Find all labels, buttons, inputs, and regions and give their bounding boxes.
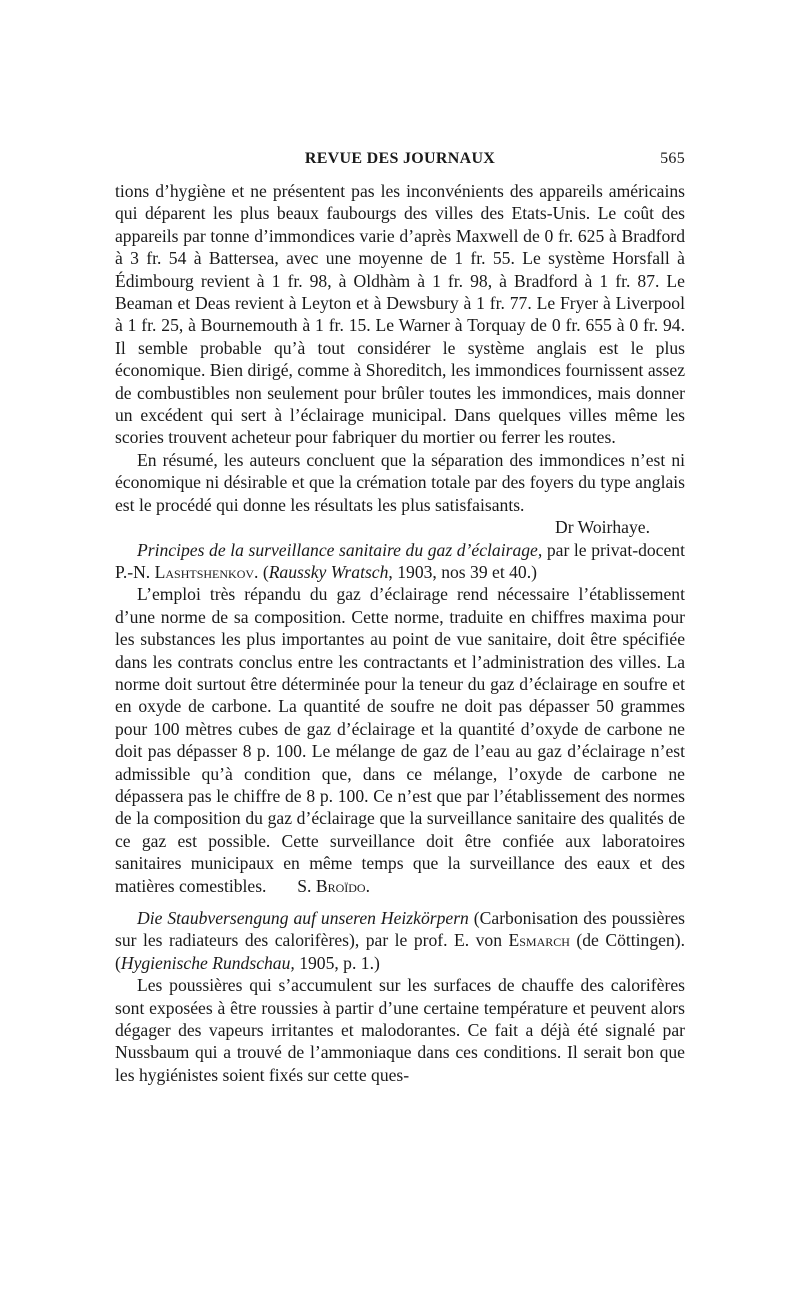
- paragraph-summary: En résumé, les auteurs concluent que la séparation des immondices n’est ni économique ni désirable et que la crémation totale par des foyers du type anglais est le procédé qui donne les résultats les plus satisfaisants.: [115, 449, 685, 515]
- running-title: REVUE DES JOURNAUX: [304, 150, 496, 167]
- paragraph-continued: tions d’hygiène et ne présentent pas les inconvénients des appareils américains qui déparent les plus beaux faubourgs des villes des Etats-Unis. Le coût des appareils par tonne d’immondices varie d’après Maxwell de 0 fr. 625 à Bradford à 3 fr. 54 à Battersea, avec une moyenne de 1 fr. 55. Le système Horsfall à Édimbourg revient à 1 fr. 98, à Oldhàm à 1 fr. 98, à Bradford à 1 fr. 87. Le Beaman et Deas revient à Leyton et à Dewsbury à 1 fr. 77. Le Fryer à Liverpool à 1 fr. 25, à Bournemouth à 1 fr. 15. Le Warner à Torquay de 0 fr. 655 à 0 fr. 94. Il semble probable qu’à tout considérer le système anglais est le plus économique. Bien dirigé, comme à Shoreditch, les immondices fournissent assez de combustibles non seulement pour brûler toutes les immondices, mais donner un excédent qui sert à l’éclairage municipal. Dans quelques villes même les scories trouvent acheteur pour fabriquer du mortier ou ferrer les routes.: [115, 181, 685, 448]
- entry-paren: . (: [254, 561, 269, 582]
- signature-broido: S. Broïdo.: [297, 875, 370, 896]
- paragraph-gas: [115, 583, 685, 897]
- entry-title: Die Staubversengung auf unseren Heizkörpern: [137, 908, 469, 928]
- entry-desc: (Carbonisation des poussières sur les radiateurs des calorifères), par le prof. E. von: [115, 908, 685, 951]
- signature-text: Dr Woirhaye.: [555, 517, 650, 538]
- paragraph-dust: Les poussières qui s’accumulent sur les surfaces de chauffe des calorifères sont exposées à être roussies à partir d’une certaine température et peuvent alors dégager des vapeurs irritantes et malodorantes. Ce fait a déjà été signalé par Nussbaum qui a trouvé de l’ammoniaque dans ces conditions. Il serait bon que les hygiénistes soient fixés sur cette ques-: [115, 975, 685, 1085]
- paragraph-gas-text: L’emploi très répandu du gaz d’éclairage rend nécessaire l’établissement d’une norme de sa composition. Cette norme, traduite en chiffres maxima pour les substances les plus importantes au point de vue sanitaire, doit être spécifiée dans les contrats conclus entre les contractants et l’administration des villes. La norme doit surtout être déterminée pour la teneur du gaz d’éclairage en soufre et en oxyde de carbone. La quantité de soufre ne doit pas dépasser 50 grammes pour 100 mètres cubes de gaz d’éclairage et la quantité d’oxyde de carbone ne doit pas dépasser 8 p. 100. Le mélange de gaz de l’eau au gaz d’éclairage n’est admissible qu’à condition que, dans ce mélange, l’oxyde de carbone ne dépassera pas le chiffre de 8 p. 100. Ce n’est que par l’établissement des normes de la composition du gaz d’éclairage que la surveillance sanitaire des qualités de ce gaz est possible. Cette surveillance doit être confiée aux laboratoires sanitaires municipaux en même temps que la surveillance des eaux et des matières comestibles.: [115, 584, 685, 896]
- entry-place: (de Cöttingen). (: [115, 930, 685, 973]
- entry-by: par le privat-docent P.-N.: [115, 539, 685, 582]
- entry-ref: , 1903, nos 39 et 40.): [388, 561, 537, 582]
- page-header: [115, 150, 685, 174]
- review-entry-heading: [115, 539, 685, 584]
- signature-woirhaye: [115, 516, 685, 538]
- review-entry-heading: [115, 907, 685, 974]
- entry-author: Esmarch: [508, 930, 570, 951]
- page-body: [115, 180, 685, 1086]
- page-number: 565: [660, 150, 685, 167]
- entry-title: Principes de la surveillance sanitaire du gaz d’éclairage,: [137, 539, 543, 560]
- entry-ref: 1905, p. 1.): [294, 952, 380, 973]
- entry-journal: Raussky Wratsch: [268, 561, 389, 582]
- entry-journal: Hygienische Rundschau,: [120, 952, 295, 973]
- entry-author: Lashtshenkov: [154, 561, 255, 582]
